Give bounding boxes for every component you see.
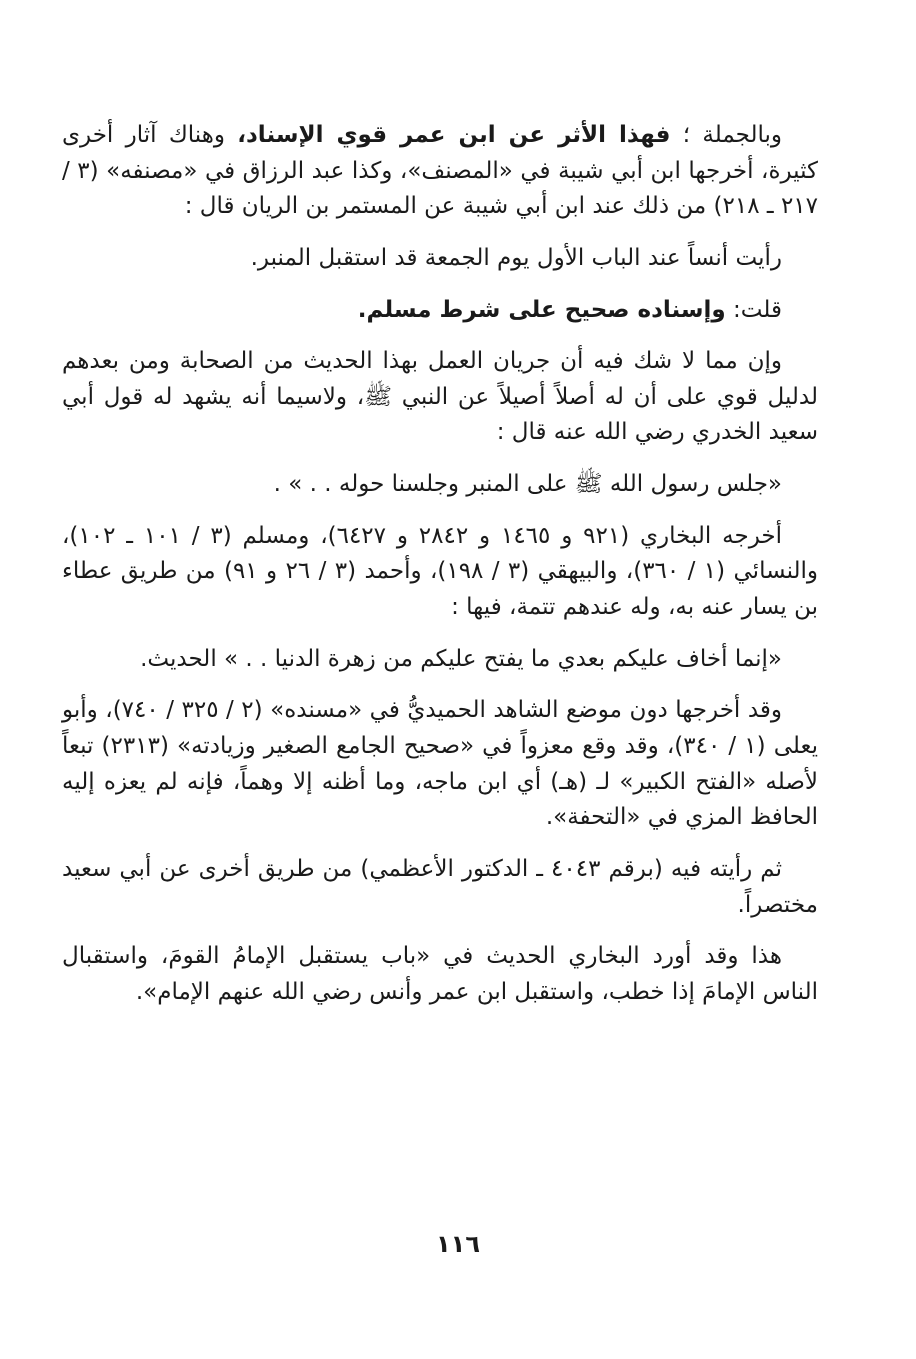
paragraph-hadith-quote xyxy=(62,467,818,503)
bold-text-run: فهذا الأثر عن ابن عمر قوي الإسناد، xyxy=(237,122,671,148)
paragraph-azami-note xyxy=(62,852,818,923)
paragraph-conclusion-athar xyxy=(62,118,818,225)
paragraph-quote-anas xyxy=(62,241,818,277)
paragraph-hadith-tatimma xyxy=(62,642,818,678)
text-run: قلت: xyxy=(725,296,782,323)
text-run: «إنما أخاف عليكم بعدي ما يفتح عليكم من زهرة الدنيا . . » الحديث. xyxy=(140,645,782,672)
text-run: «جلس رسول الله ﷺ على المنبر وجلسنا حوله . . » . xyxy=(273,471,782,498)
paragraph-bukhari-chapter xyxy=(62,939,818,1010)
text-run: وهناك آثار أخرى كثيرة، أخرجها ابن أبي شيبة في «المصنف»، وكذا عبد الرزاق في «مصنفه» (٣ / ٢١٧ ـ ٢١٨) من ذلك عند ابن أبي شيبة عن المستمر بن الريان قال : xyxy=(62,122,819,220)
text-run: وبالجملة ؛ xyxy=(670,122,783,148)
bold-text-run: وإسناده صحيح على شرط مسلم. xyxy=(357,296,726,323)
paragraph-isnad-ruling xyxy=(62,293,818,329)
text-run: وقد أخرجها دون موضع الشاهد الحميديُّ في «مسنده» (٢ / ٣٢٥ / ٧٤٠)، وأبو يعلى (١ / ٣٤٠)، وقد وقع معزواً في «صحيح الجامع الصغير وزيادته» (٢٣١٣) تبعاً لأصله «الفتح الكبير» لـ (هـ) أي ابن ماجه، وما أظنه إلا وهماً، فإنه لم يعزه إليه الحافظ المزي في «التحفة». xyxy=(62,697,818,831)
text-run: هذا وقد أورد البخاري الحديث في «باب يستقبل الإمامُ القومَ، واستقبال الناس الإمامَ إذا خطب، واستقبل ابن عمر وأنس رضي الله عنهم الإمام». xyxy=(62,943,818,1005)
page-number: ١١٦ xyxy=(436,1230,480,1258)
text-run: ثم رأيته فيه (برقم ٤٠٤٣ ـ الدكتور الأعظمي) من طريق أخرى عن أبي سعيد مختصراً. xyxy=(62,855,818,918)
text-run: أخرجه البخاري (٩٢١ و ١٤٦٥ و ٢٨٤٢ و ٦٤٢٧)، ومسلم (٣ / ١٠١ ـ ١٠٢)، والنسائي (١ / ٣٦٠)، والبيهقي (٣ / ١٩٨)، وأحمد (٣ / ٢٦ و ٩١) من طريق عطاء بن يسار عنه به، وله عندهم تتمة، فيها : xyxy=(62,522,819,621)
paragraph-practice-evidence xyxy=(62,344,818,451)
paragraph-humaydi-note xyxy=(62,693,818,836)
text-run: وإن مما لا شك فيه أن جريان العمل بهذا الحديث من الصحابة ومن بعدهم لدليل قوي على أن له أصلاً أصيلاً عن النبي ﷺ، ولاسيما أنه يشهد له قول أبي سعيد الخدري رضي الله عنه قال : xyxy=(62,348,818,446)
text-run: رأيت أنساً عند الباب الأول يوم الجمعة قد استقبل المنبر. xyxy=(250,244,782,271)
page-body xyxy=(62,118,818,1026)
paragraph-takhrij xyxy=(62,519,818,626)
